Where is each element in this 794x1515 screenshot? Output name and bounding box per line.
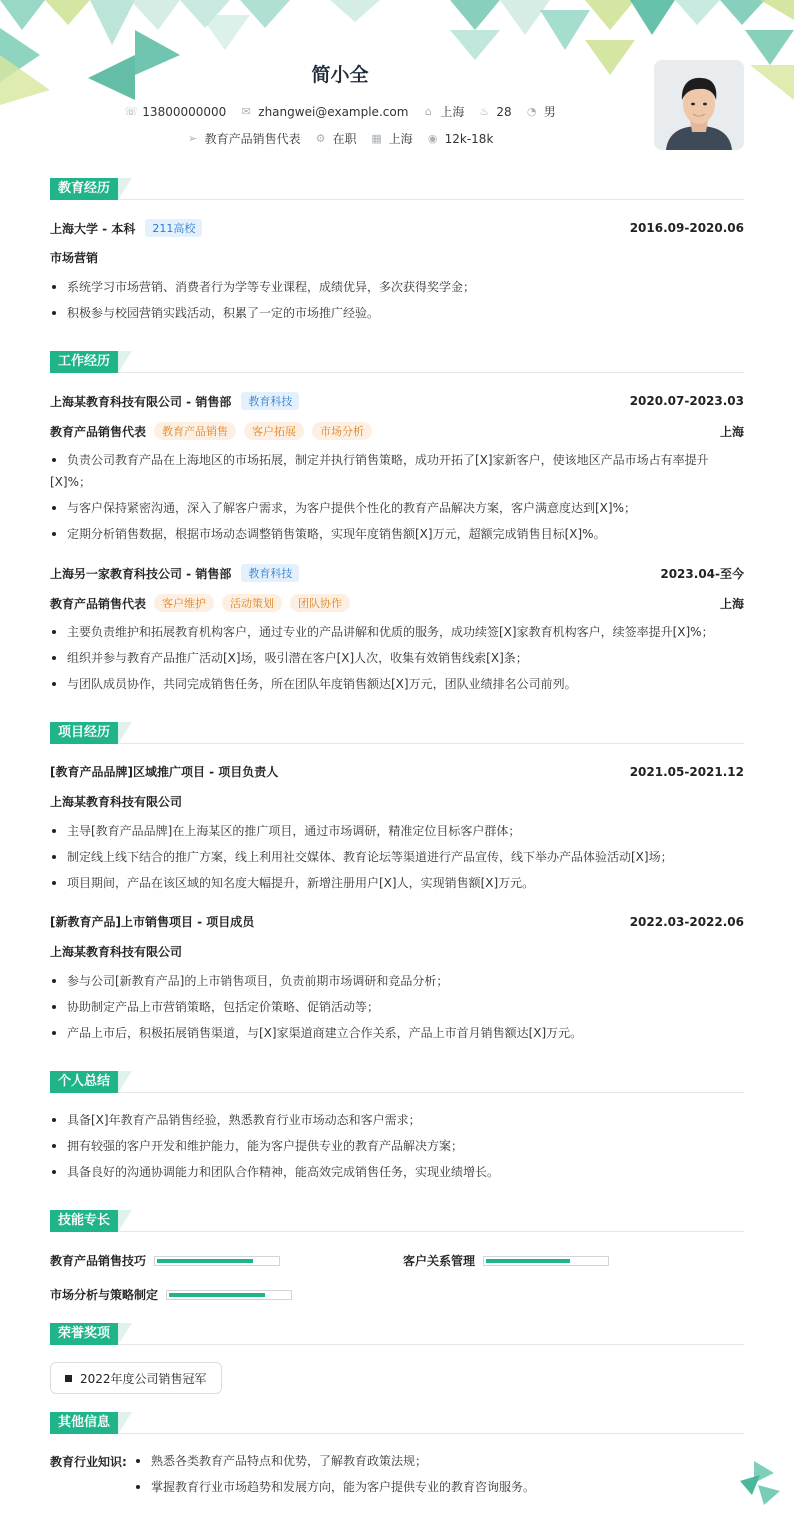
gender-text: 男 bbox=[543, 105, 556, 119]
job-2-position-row bbox=[50, 594, 744, 612]
job-city: 上海 bbox=[719, 596, 744, 611]
job-city: 上海 bbox=[719, 424, 744, 439]
list-item: 积极参与校园营销实践活动，积累了一定的市场推广经验。 bbox=[50, 302, 744, 324]
location-text: 上海 bbox=[440, 105, 465, 119]
project-period: 2022.03-2022.06 bbox=[629, 914, 744, 929]
skill-bar bbox=[166, 1290, 292, 1300]
position-name: 教育产品销售代表 bbox=[50, 596, 147, 611]
list-item: 拥有较强的客户开发和维护能力，能为客户提供专业的教育产品解决方案； bbox=[50, 1135, 744, 1157]
skill-bar bbox=[154, 1256, 280, 1266]
skill-name: 市场分析与策略制定 bbox=[50, 1288, 159, 1302]
skill-bar-fill bbox=[486, 1259, 570, 1263]
award-text: 2022年度公司销售冠军 bbox=[80, 1371, 207, 1386]
project-1-company-row bbox=[50, 793, 744, 810]
list-item: 负责公司教育产品在上海地区的市场拓展，制定并执行销售策略，成功开拓了[X]家新客户，使该地区产品市场占有率提升 bbox=[50, 449, 744, 471]
status-text: 在职 bbox=[332, 132, 357, 146]
list-item: 与团队成员协作，共同完成销售任务，所在团队年度销售额达[X]万元，团队业绩排名公司前列。 bbox=[50, 673, 744, 695]
list-item: 具备[X]年教育产品销售经验，熟悉教育行业市场动态和客户需求； bbox=[50, 1109, 744, 1131]
award-badge bbox=[50, 1362, 222, 1394]
skill-tag: 客户拓展 bbox=[244, 422, 304, 440]
industry-tag: 教育科技 bbox=[241, 564, 299, 582]
education-title: 教育经历 bbox=[50, 178, 118, 200]
other-title: 其他信息 bbox=[50, 1412, 118, 1434]
work-section bbox=[50, 351, 744, 691]
skill-tag: 客户维护 bbox=[154, 594, 214, 612]
send-icon: ➢ bbox=[187, 131, 198, 145]
list-item-continuation: [X]%； bbox=[50, 475, 91, 489]
summary-section bbox=[50, 1071, 744, 1179]
email-item bbox=[240, 105, 408, 119]
mail-icon: ✉ bbox=[241, 104, 251, 118]
list-item: 协助制定产品上市营销策略，包括定价策略、促销活动等； bbox=[50, 996, 744, 1018]
other-section bbox=[50, 1412, 744, 1434]
honors-header bbox=[50, 1323, 744, 1345]
skill-tag: 市场分析 bbox=[312, 422, 372, 440]
education-header bbox=[50, 178, 744, 200]
honors-title: 荣誉奖项 bbox=[50, 1323, 118, 1345]
skill-tag: 教育产品销售 bbox=[154, 422, 236, 440]
project-period: 2021.05-2021.12 bbox=[629, 764, 744, 779]
company-name: 上海另一家教育科技公司 - 销售部 bbox=[50, 566, 232, 581]
summary-header bbox=[50, 1071, 744, 1093]
industry-tag: 教育科技 bbox=[241, 392, 299, 410]
list-item: 熟悉各类教育产品特点和优势，了解教育政策法规； bbox=[134, 1450, 734, 1472]
phone-item bbox=[124, 105, 226, 119]
phone-icon: ☏ bbox=[124, 104, 139, 118]
corner-decoration bbox=[740, 1461, 780, 1505]
company-name: 上海某教育科技有限公司 - 销售部 bbox=[50, 394, 232, 409]
school-tag: 211高校 bbox=[145, 219, 202, 237]
home-icon: ⌂ bbox=[424, 104, 432, 118]
square-bullet-icon bbox=[65, 1375, 72, 1382]
gender-icon: ◔ bbox=[526, 104, 537, 118]
gear-icon: ⚙ bbox=[315, 131, 326, 145]
job-target-item bbox=[187, 130, 301, 147]
list-item: 主导[教育产品品牌]在上海某区的推广项目，通过市场调研，精准定位目标客户群体； bbox=[50, 820, 744, 842]
honors-section bbox=[50, 1323, 744, 1345]
skill-bar-fill bbox=[169, 1293, 265, 1297]
skill-name: 教育产品销售技巧 bbox=[50, 1254, 147, 1268]
other-header bbox=[50, 1412, 744, 1434]
candidate-name: 简小全 bbox=[311, 64, 369, 86]
job-period: 2020.07-2023.03 bbox=[629, 394, 744, 408]
target-city-item bbox=[371, 130, 413, 147]
salary-item bbox=[427, 132, 494, 146]
list-item: 参与公司[新教育产品]的上市销售项目，负责前期市场调研和竞品分析； bbox=[50, 970, 744, 992]
major-name: 市场营销 bbox=[50, 251, 99, 265]
skills-title: 技能专长 bbox=[50, 1210, 118, 1232]
building-icon: ▦ bbox=[371, 131, 382, 145]
education-entry-header bbox=[50, 219, 744, 237]
job-1-header bbox=[50, 392, 744, 410]
project-company: 上海某教育科技有限公司 bbox=[50, 945, 183, 959]
coin-icon: ◉ bbox=[427, 131, 438, 145]
resume-header bbox=[0, 0, 794, 160]
list-item: 项目期间，产品在该区域的知名度大幅提升，新增注册用户[X]人，实现销售额[X]万元。 bbox=[50, 872, 744, 894]
project-name: [新教育产品]上市销售项目 - 项目成员 bbox=[50, 915, 255, 929]
work-header bbox=[50, 351, 744, 373]
project-company: 上海某教育科技有限公司 bbox=[50, 795, 183, 809]
school-name: 上海大学 - 本科 bbox=[50, 221, 136, 236]
email-text: zhangwei@example.com bbox=[258, 104, 409, 119]
gender-item bbox=[526, 103, 556, 120]
projects-header bbox=[50, 722, 744, 744]
skill-item bbox=[50, 1252, 280, 1269]
list-item: 制定线上线下结合的推广方案，线上利用社交媒体、教育论坛等渠道进行产品宣传，线下举办产品体验活动[X]场； bbox=[50, 846, 744, 868]
location-item bbox=[422, 103, 464, 120]
skill-tag: 团队协作 bbox=[290, 594, 350, 612]
avatar-photo bbox=[654, 60, 744, 150]
skill-bar bbox=[483, 1256, 609, 1266]
summary-title: 个人总结 bbox=[50, 1071, 118, 1093]
target-city-text: 上海 bbox=[388, 132, 413, 146]
list-item: 定期分析销售数据，根据市场动态调整销售策略，实现年度销售额[X]万元，超额完成销售目标[X]%。 bbox=[50, 523, 744, 545]
avatar bbox=[654, 60, 744, 150]
job-target-text: 教育产品销售代表 bbox=[204, 132, 301, 146]
projects-section bbox=[50, 722, 744, 1040]
list-item: 具备良好的沟通协调能力和团队合作精神，能高效完成销售任务，实现业绩增长。 bbox=[50, 1161, 744, 1183]
status-item bbox=[315, 130, 357, 147]
skill-tag: 活动策划 bbox=[222, 594, 282, 612]
list-item: 产品上市后，积极拓展销售渠道，与[X]家渠道商建立合作关系，产品上市首月销售额达[X]万元。 bbox=[50, 1022, 744, 1044]
list-item: 系统学习市场营销、消费者行为学等专业课程，成绩优异，多次获得奖学金； bbox=[50, 276, 744, 298]
education-period: 2016.09-2020.06 bbox=[629, 221, 744, 235]
project-name: [教育产品品牌]区域推广项目 - 项目负责人 bbox=[50, 765, 279, 779]
list-item: 组织并参与教育产品推广活动[X]场，吸引潜在客户[X]人次，收集有效销售线索[X]条； bbox=[50, 647, 744, 669]
other-label: 教育行业知识: bbox=[50, 1455, 127, 1469]
skill-name: 客户关系管理 bbox=[403, 1254, 476, 1268]
job-period: 2023.04-至今 bbox=[660, 566, 744, 581]
job-2-header bbox=[50, 564, 744, 582]
project-2-header bbox=[50, 913, 744, 930]
contact-row bbox=[0, 103, 680, 120]
education-section bbox=[50, 178, 744, 320]
age-text: 28 bbox=[496, 104, 512, 119]
list-item: 主要负责维护和拓展教育机构客户，通过专业的产品讲解和优质的服务，成功续签[X]家教育机构客户，续签率提升[X]%； bbox=[50, 621, 744, 643]
skill-bar-fill bbox=[157, 1259, 253, 1263]
skills-section bbox=[50, 1210, 744, 1302]
age-item bbox=[478, 105, 511, 119]
project-1-header bbox=[50, 763, 744, 780]
salary-text: 12k-18k bbox=[444, 131, 494, 146]
phone-text: 13800000000 bbox=[142, 104, 227, 119]
project-2-company-row bbox=[50, 943, 744, 960]
list-item: 掌握教育行业市场趋势和发展方向，能为客户提供专业的教育咨询服务。 bbox=[134, 1476, 734, 1498]
position-name: 教育产品销售代表 bbox=[50, 424, 147, 439]
skill-item bbox=[403, 1252, 609, 1269]
job-intent-row bbox=[0, 130, 680, 147]
cake-icon: ♨ bbox=[479, 104, 490, 118]
skills-header bbox=[50, 1210, 744, 1232]
skill-item bbox=[50, 1286, 292, 1303]
projects-title: 项目经历 bbox=[50, 722, 118, 744]
major-row bbox=[50, 249, 744, 266]
work-title: 工作经历 bbox=[50, 351, 118, 373]
job-1-position-row bbox=[50, 422, 744, 440]
list-item: 与客户保持紧密沟通，深入了解客户需求，为客户提供个性化的教育产品解决方案，客户满意度达到[X]%； bbox=[50, 497, 744, 519]
